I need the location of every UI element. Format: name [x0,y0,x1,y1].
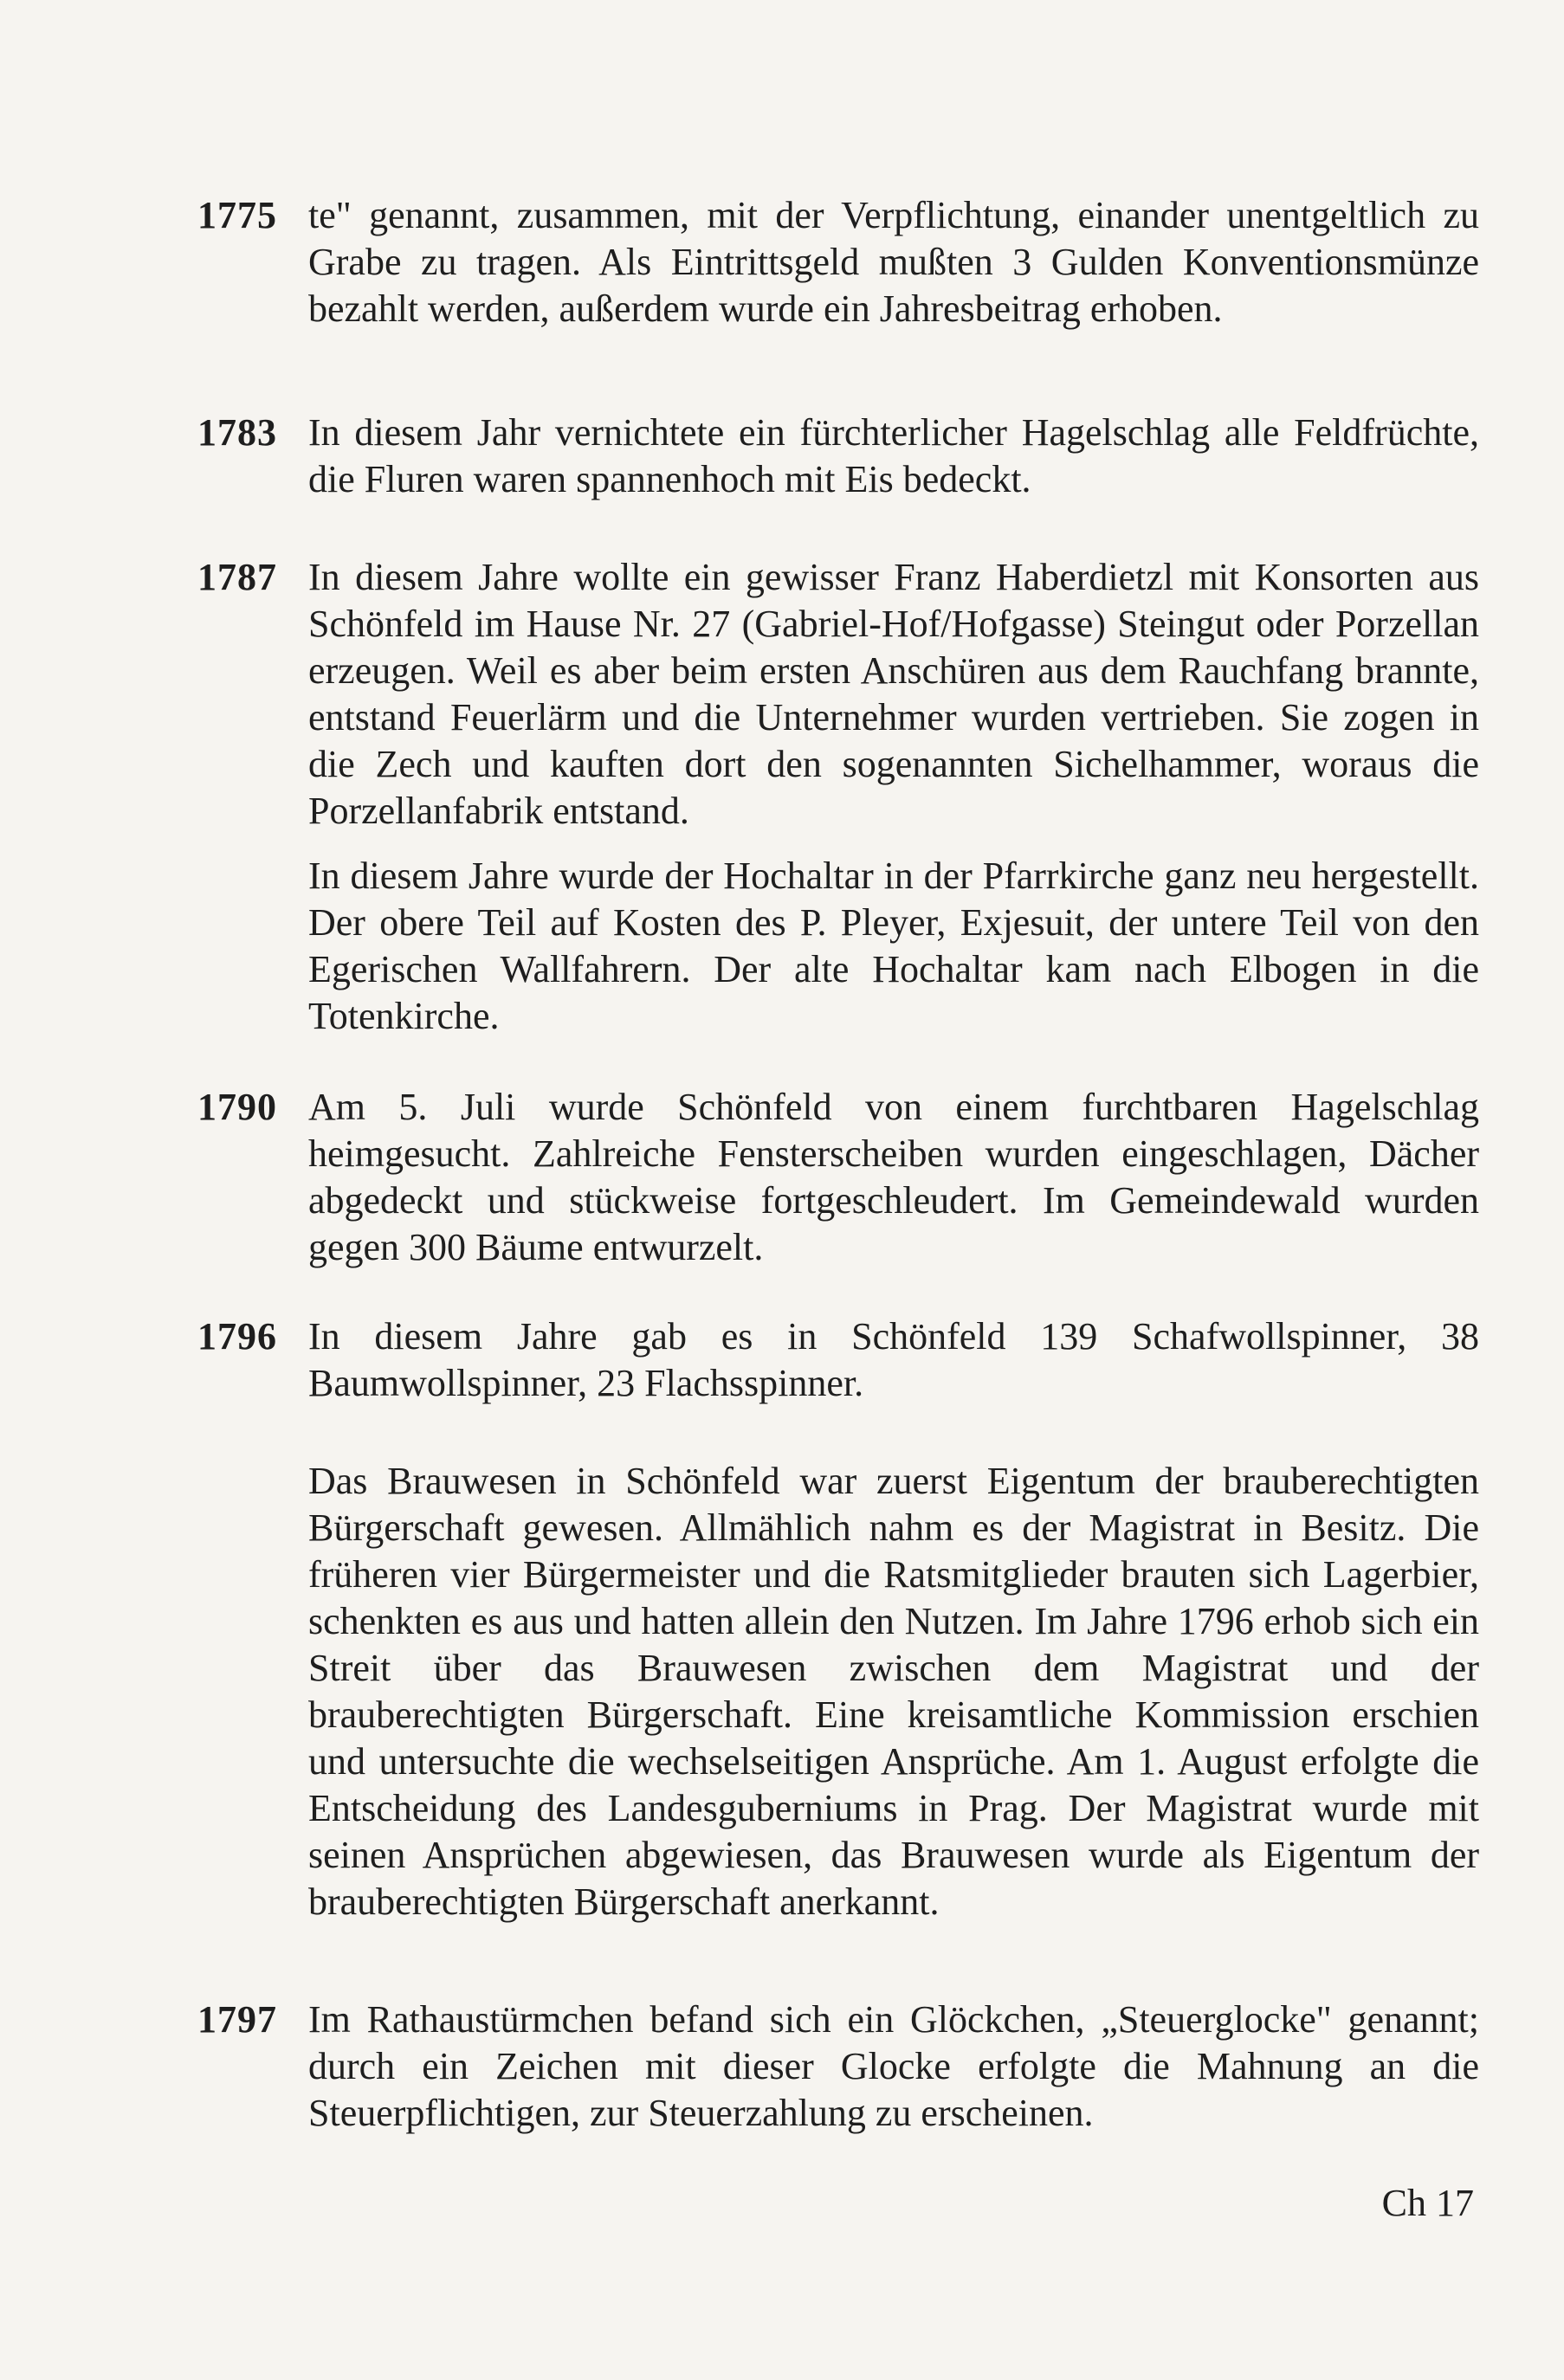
entry-text: In diesem Jahr vernichtete ein fürchterlicher Hagelschlag alle Feldfrüchte, die Fluren waren spannenhoch mit Eis bedeckt. [308,411,1479,500]
entry-year: 1790 [197,1086,277,1128]
entry-text: In diesem Jahre wollte ein gewisser Franz Haberdietzl mit Konsorten aus Schönfeld im Hause Nr. 27 (Gabriel-Hof/Hofgasse) Steingut oder Porzellan erzeugen. Weil es aber beim ersten Anschüren aus dem Rauchfang brannte, entstand Feuerlärm und die Unternehmer wurden vertrieben. Sie zogen in die Zech und kauften dort den sogenannten Sichelhammer, woraus die Porzellanfabrik entstand. [308,556,1479,832]
entry-year: 1796 [197,1315,277,1358]
entry-year: 1775 [197,194,277,236]
entry-year: 1787 [197,556,277,598]
entry-year: 1783 [197,411,277,454]
entry-text: te" genannt, zusammen, mit der Verpflichtung, einander unentgeltlich zu Grabe zu tragen. Als Eintrittsgeld mußten 3 Gulden Konventionsmünze bezahlt werden, außerdem wurde ein Jahresbeitrag erhoben. [308,194,1479,330]
entry-year: 1797 [197,1998,277,2041]
entry-text: Am 5. Juli wurde Schönfeld von einem furchtbaren Hagelschlag heimgesucht. Zahlreiche Fensterscheiben wurden eingeschlagen, Dächer abgedeckt und stückweise fortgeschleudert. Im Gemeindewald wurden gegen 300 Bäume entwurzelt. [308,1086,1479,1268]
page-number: Ch 17 [1381,2182,1474,2224]
entry-text: Das Brauwesen in Schönfeld war zuerst Eigentum der brauberechtigten Bürgerschaft gewesen. Allmählich nahm es der Magistrat in Besitz. Die früheren vier Bürgermeister und die Ratsmitglieder brauten sich Lagerbier, schenkten es aus und hatten allein den Nutzen. Im Jahre 1796 erhob sich ein Streit über das Brauwesen zwischen dem Magistrat und der brauberechtigten Bürgerschaft. Eine kreisamtliche Kommission erschien und untersuchte die wechselseitigen Ansprüche. Am 1. August erfolgte die Entscheidung des Landesguberniums in Prag. Der Magistrat wurde mit seinen Ansprüchen abgewiesen, das Brauwesen wurde als Eigentum der brauberechtigten Bürgerschaft anerkannt. [308,1460,1479,1923]
entry-text: In diesem Jahre wurde der Hochaltar in der Pfarrkirche ganz neu hergestellt. Der obere Teil auf Kosten des P. Pleyer, Exjesuit, der untere Teil von den Egerischen Wallfahrern. Der alte Hochaltar kam nach Elbogen in die Totenkirche. [308,855,1479,1037]
entry-text: In diesem Jahre gab es in Schönfeld 139 Schafwollspinner, 38 Baumwollspinner, 23 Flachsspinner. [308,1315,1479,1404]
entry-text: Im Rathaustürmchen befand sich ein Glöckchen, „Steuerglocke" genannt; durch ein Zeichen mit dieser Glocke erfolgte die Mahnung an die Steuerpflichtigen, zur Steuerzahlung zu erscheinen. [308,1998,1479,2134]
